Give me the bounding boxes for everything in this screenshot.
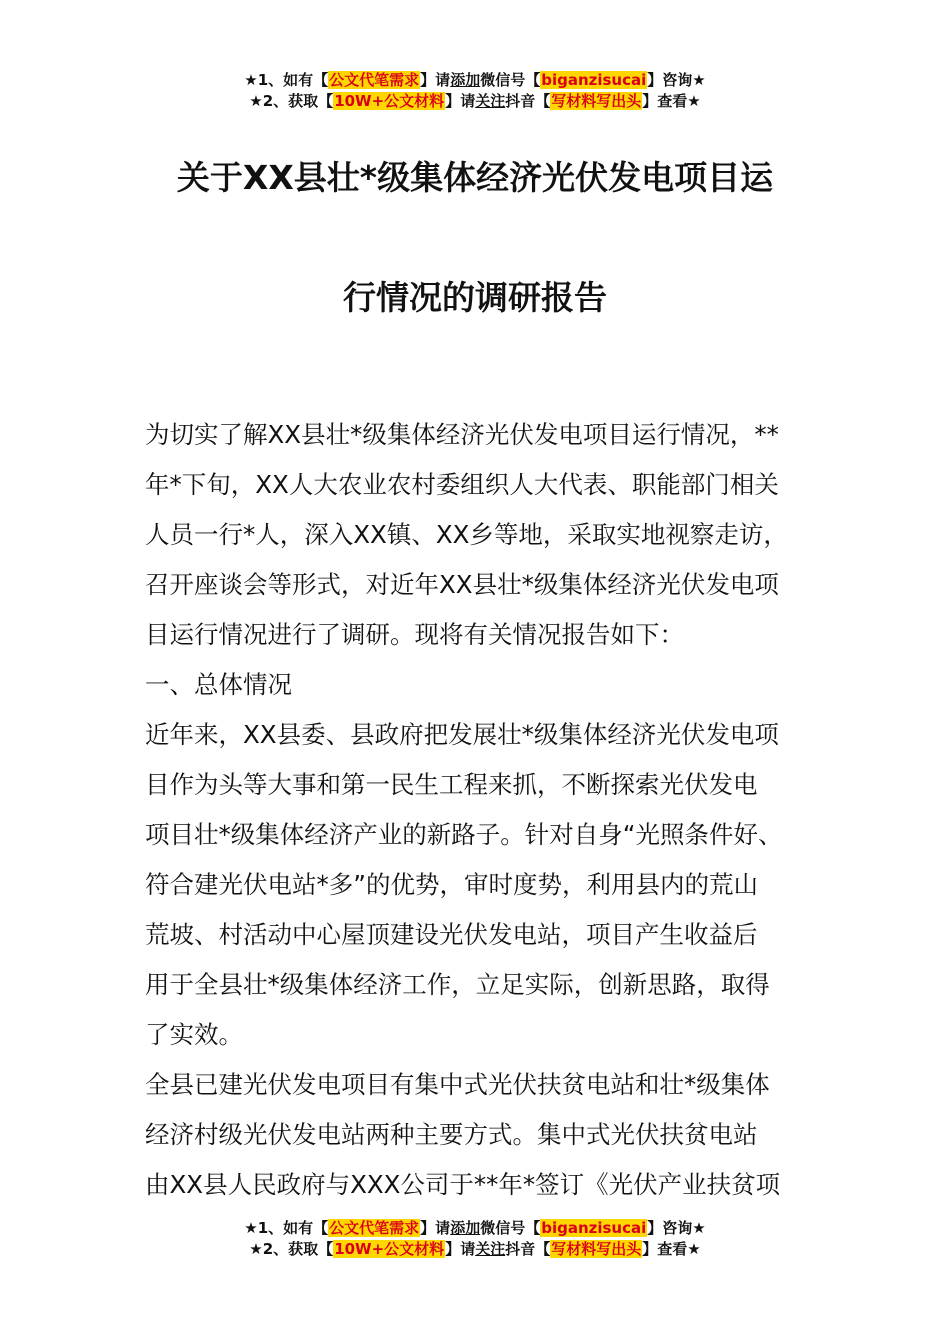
promo-highlight: 写材料写出头	[551, 1240, 642, 1258]
promo-text: 抖音【	[505, 92, 551, 110]
document-body	[145, 410, 835, 1210]
body-line: 目运行情况进行了调研。现将有关情况报告如下：	[145, 620, 684, 649]
body-line: 项目壮*级集体经济产业的新路子。针对自身“光照条件好、	[145, 820, 783, 849]
promo-text: ★2、获取【	[249, 92, 334, 110]
body-line: 用于全县壮*级集体经济工作，立足实际，创新思路，取得	[145, 970, 770, 999]
promo-highlight: 10W+公文材料	[334, 92, 445, 110]
body-line: 年*下旬，XX人大农业农村委组织人大代表、职能部门相关	[145, 470, 779, 499]
promo-line-2	[0, 91, 950, 112]
bottom-promo-banner	[0, 1218, 950, 1260]
promo-text: 】请	[445, 92, 476, 110]
top-promo-banner	[0, 70, 950, 112]
document-title-line-2: 行情况的调研报告	[343, 278, 607, 317]
body-line: 为切实了解XX县壮*级集体经济光伏发电项目运行情况，**	[145, 420, 779, 449]
promo-line-2	[0, 1239, 950, 1260]
promo-line-1	[0, 1218, 950, 1239]
body-line: 符合建光伏电站*多”的优势，审时度势，利用县内的荒山	[145, 870, 758, 899]
promo-text: 微信号【	[480, 1219, 541, 1237]
promo-underlined: 关注	[475, 92, 506, 110]
promo-highlight: 公文代笔需求	[329, 71, 420, 89]
promo-text: 】查看★	[642, 92, 701, 110]
body-line: 人员一行*人，深入XX镇、XX乡等地，采取实地视察走访，	[145, 520, 788, 549]
body-line: 荒坡、村活动中心屋顶建设光伏发电站，项目产生收益后	[145, 920, 758, 949]
body-line: 目作为头等大事和第一民生工程来抓，不断探索光伏发电	[145, 770, 758, 799]
promo-text: 】请	[420, 71, 451, 89]
promo-underlined: 添加	[450, 71, 481, 89]
body-line: 近年来，XX县委、县政府把发展壮*级集体经济光伏发电项	[145, 720, 779, 749]
promo-highlight: biganzisucai	[541, 1219, 647, 1237]
promo-highlight: 写材料写出头	[551, 92, 642, 110]
promo-text: 】请	[445, 1240, 476, 1258]
promo-underlined: 添加	[450, 1219, 481, 1237]
promo-text: 】咨询★	[647, 71, 706, 89]
body-line: 由XX县人民政府与XXX公司于**年*签订《光伏产业扶贫项	[145, 1170, 781, 1199]
promo-highlight: 10W+公文材料	[334, 1240, 445, 1258]
promo-text: 】查看★	[642, 1240, 701, 1258]
promo-text: ★2、获取【	[249, 1240, 334, 1258]
promo-text: ★1、如有【	[244, 71, 329, 89]
section-heading: 一、总体情况	[145, 670, 292, 699]
promo-text: 微信号【	[480, 71, 541, 89]
document-title-line-1: 关于XX县壮*级集体经济光伏发电项目运	[176, 158, 774, 197]
promo-text: 】请	[420, 1219, 451, 1237]
promo-line-1	[0, 70, 950, 91]
body-line: 全县已建光伏发电项目有集中式光伏扶贫电站和壮*级集体	[145, 1070, 770, 1099]
promo-highlight: biganzisucai	[541, 71, 647, 89]
body-line: 经济村级光伏发电站两种主要方式。集中式光伏扶贫电站	[145, 1120, 758, 1149]
promo-highlight: 公文代笔需求	[329, 1219, 420, 1237]
body-line: 召开座谈会等形式，对近年XX县壮*级集体经济光伏发电项	[145, 570, 779, 599]
body-line: 了实效。	[145, 1020, 243, 1049]
promo-text: 抖音【	[505, 1240, 551, 1258]
promo-text: 】咨询★	[647, 1219, 706, 1237]
promo-underlined: 关注	[475, 1240, 506, 1258]
promo-text: ★1、如有【	[244, 1219, 329, 1237]
